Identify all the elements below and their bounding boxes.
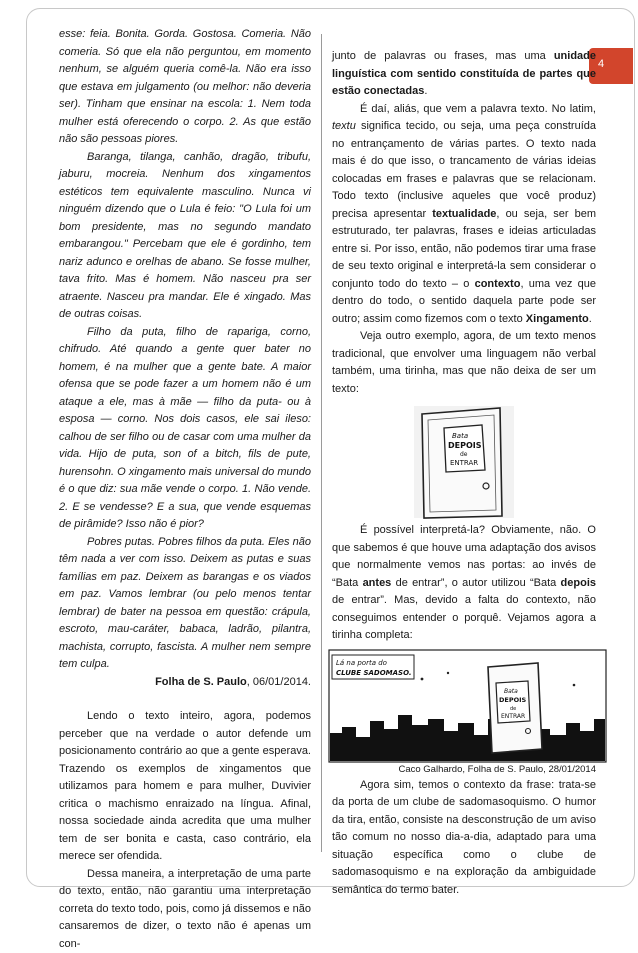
right-paragraph-2: É daí, aliás, que vem a palavra texto. No latim, textu significa tecido, ou seja, uma peça construída no entrançamento de várias partes. O texto nada mais é do que isso, o trancamento de várias ideias colocadas em frases e palavras que se relacionam. Todo texto (inclusive aqueles que você produz) precisa apresentar textualidade, ou seja, ser bem estruturado, ter palavras, frases e ideias articuladas entre si. Por isso, então, não podemos tirar uma frase de seu texto original e interpretá-la sem considerar o conjunto todo do texto – o contexto, uma vez que dentro do todo, o sentido daquela parte pode ser outro; assim como fizemos com o texto Xingamento. — [332, 101, 596, 329]
right-column — [332, 48, 596, 899]
comic-credit: Caco Galhardo, Folha de S. Paulo, 28/01/2014 — [332, 763, 596, 777]
source-date: , 06/01/2014. — [247, 676, 311, 688]
right-paragraph-5: Agora sim, temos o contexto da frase: trata-se da porta de um clube de sadomasoquismo. O humor da tira, então, consiste na desconstrução de um aviso tão comum no nosso dia-a-dia, adaptado para uma situação específica como o clube de sadomasoquismo e na exploração da ambiguidade semântica do termo bater. — [332, 777, 596, 900]
quote-paragraph-2: Baranga, tilanga, canhão, dragão, tribufu, jaburu, mocreia. Nenhum dos xingamentos estéticos tem equivalente masculino. Nunca vi ninguém dizendo que o Lula é feio: "O Lula foi um bom presidente, mas no segundo mandato embarangou." Percebam que ele é gordinho, tem nariz adunco e orelhas de abano. Se fosse mulher, tava frito. Mas é homem. Não nasceu pra ser atraente. Nasceu pra mandar. Ele é xingado. Mas de outras coisas. — [59, 149, 311, 324]
comic2-sign-line2: DEPOIS — [499, 696, 527, 704]
right-paragraph-3: Veja outro exemplo, agora, de um texto menos tradicional, que envolver uma linguagem não verbal também, uma tirinha, mas que não deixa de ser um texto: — [332, 328, 596, 398]
comic1-sign-line1: Bata — [452, 432, 468, 440]
column-divider — [321, 34, 322, 852]
comic2-sign-line1: Bata — [504, 688, 518, 695]
comic1-sign-line2: DEPOIS — [448, 441, 482, 450]
comic-panel-door — [332, 402, 596, 522]
comic1-sign-line3: de — [460, 451, 468, 458]
body-paragraph-1: Lendo o texto inteiro, agora, podemos perceber que na verdade o autor defende um posicionamento contrário ao que a gente esperava. Trazendo os exemplos de xingamentos que utilizamos para homem e para mulher, Duvivier critica o machismo enraizado na língua. Afinal, nossa sociedade ainda acredita que uma mulher tem de ser bonita e casta, caso contrário, ela merece ser ofendida. — [59, 708, 311, 866]
quote-paragraph-3: Filho da puta, filho de rapariga, corno, chifrudo. Até quando a gente quer bater no homem, é na mulher que a gente bate. A maior ofensa que se pode fazer a um homem não é um ataque a ele, mas à mãe — filho da puta- ou à esposa — corno. Nos dois casos, ele sai ileso: calhou de ser filho ou de casar com uma mulher da vida. Hijo de puta, son of a bitch, fils de pute, hurensohn. O xingamento mais universal do mundo é o que diz: sua mãe vende o corpo. 1. Não vende. 2. E se vendesse? E a sua, que vende esquemas de pirâmide? Isso não é pior? — [59, 324, 311, 534]
page-number: 4 — [598, 58, 604, 70]
quote-paragraph-4: Pobres putas. Pobres filhos da puta. Eles não têm nada a ver com isso. Deixem as putas e suas famílias em paz. Deixem as barangas e os viados em paz. Vamos lembrar (ou pelo menos tentar lembrar) de bater na pessoa em questão: crápula, escroto, mau-caráter, babaca, ladrão, pilantra, machista, corrupto, fascista. A mulher nem sempre tem culpa. — [59, 534, 311, 674]
comic2-caption-line2: CLUBE SADOMASO. — [336, 669, 412, 677]
comic2-caption-line1: Lá na porta do — [336, 659, 387, 667]
quote-source — [59, 674, 311, 692]
comic2-sign-line3: de — [510, 706, 516, 712]
body-paragraph-2: Dessa maneira, a interpretação de uma parte do texto, então, não garantiu uma interpretação correta do texto todo, pois, como já dissemos e não cansaremos de dizer, o texto não é apenas um con- — [59, 866, 311, 953]
source-name: Folha de S. Paulo — [155, 676, 247, 688]
right-paragraph-4: É possível interpretá-la? Obviamente, não. O que sabemos é que houve uma adaptação dos avisos que normalmente vemos nas portas: ao invés de “Bata antes de entrar”, o autor utilizou “Bata depois de entrar”. Mas, devido a falta do contexto, não conseguimos entender o porquê. Vejamos agora a tirinha completa: — [332, 522, 596, 645]
comic-door-illustration — [332, 402, 596, 522]
comic-strip-full — [328, 649, 607, 763]
comic1-sign-line4: ENTRAR — [450, 459, 478, 467]
quote-paragraph-1: esse: feia. Bonita. Gorda. Gostosa. Comeria. Não comeria. Só que ela não perguntou, em momento nenhum, se alguém queria comê-la. Não era isso que estava em julgamento (ou melhor: não deveria ser). Tinham que ensinar na escola: 1. Nem toda mulher está oferecendo o corpo. 2. As que estão não são pessoas piores. — [59, 26, 311, 149]
left-column — [59, 26, 311, 953]
comic2-sign-line4: ENTRAR — [501, 713, 525, 720]
comic-strip-illustration — [328, 649, 607, 763]
right-paragraph-1: junto de palavras ou frases, mas uma unidade linguística com sentido constituída de partes que estão conectadas. — [332, 48, 596, 101]
